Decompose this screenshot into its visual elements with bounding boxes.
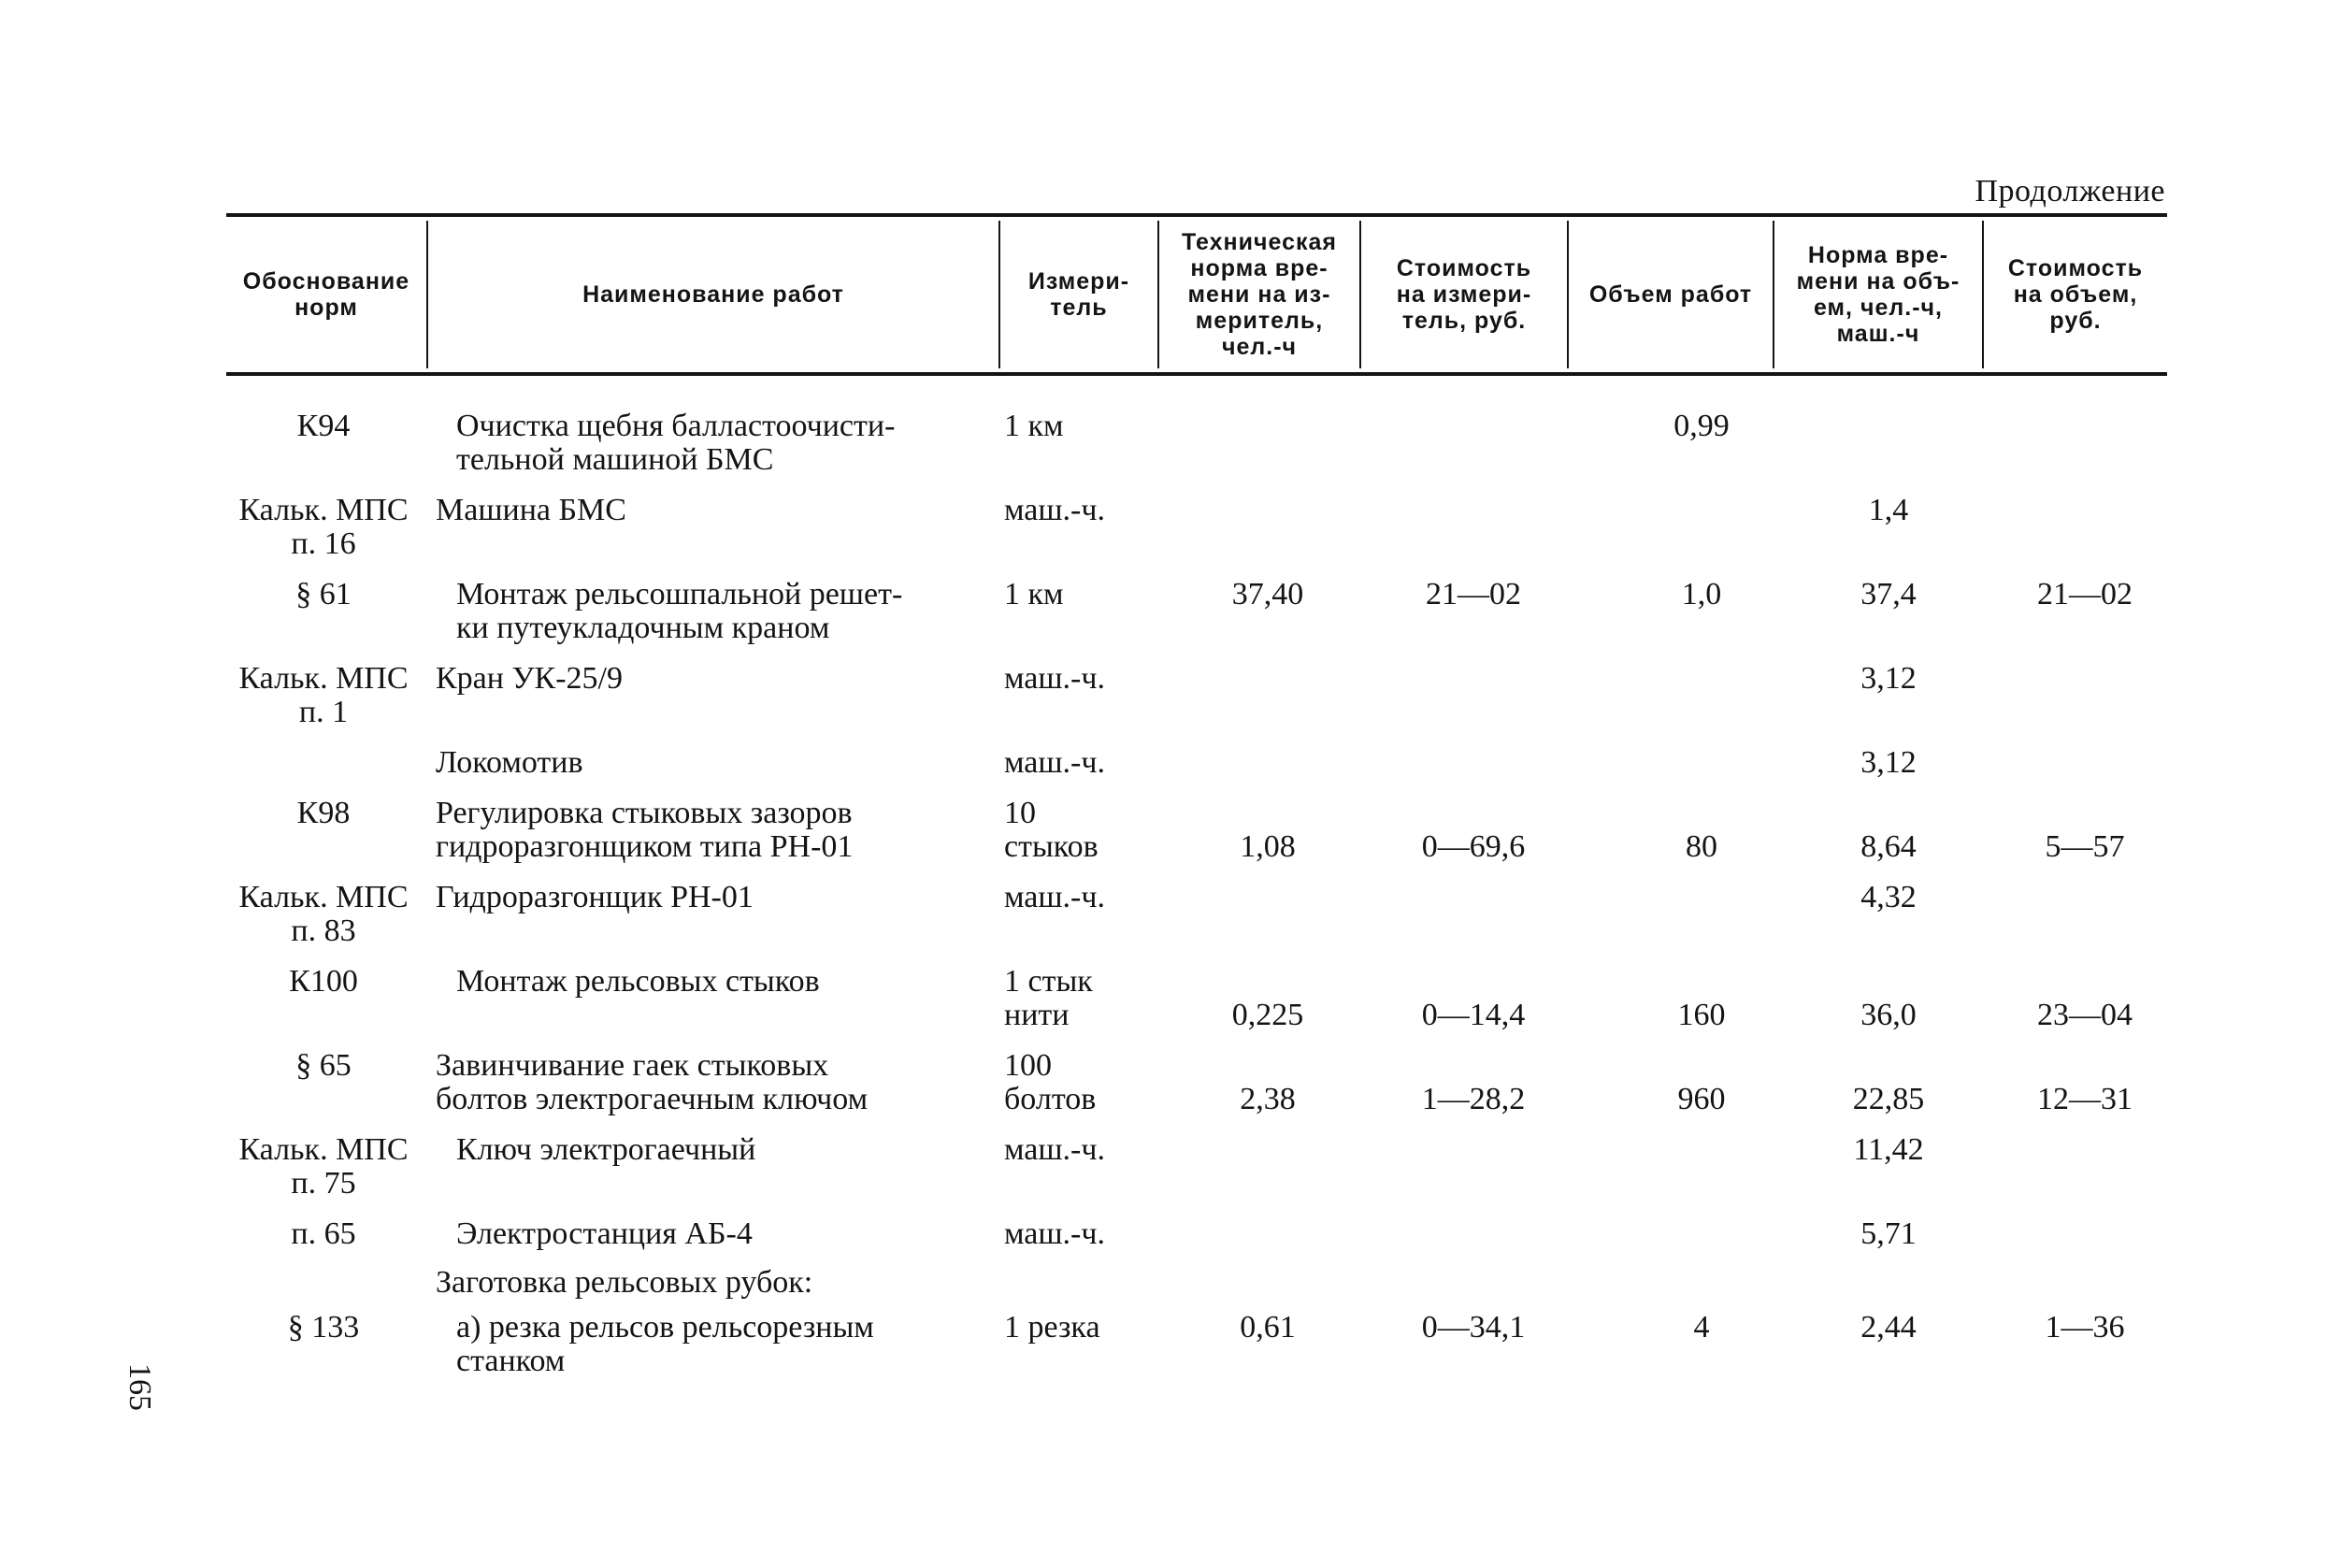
basis-cell: К98 — [296, 796, 351, 830]
cost-per-unit-cell: 1—28,2 — [1421, 1082, 1526, 1116]
norm-volume-cell: 3,12 — [1860, 745, 1917, 780]
work-name-cell: а) резка рельсов рельсорезным станком — [456, 1310, 874, 1378]
work-name-cell: Электростанция АБ-4 — [456, 1216, 753, 1251]
header-meter: Измери- тель — [1027, 268, 1130, 321]
meter-cell: маш.-ч. — [1004, 1132, 1105, 1167]
basis-cell: К94 — [296, 409, 351, 443]
meter-cell: маш.-ч. — [1004, 1216, 1105, 1251]
meter-cell: 1 резка — [1004, 1310, 1100, 1345]
meter-cell: 100 болтов — [1004, 1048, 1097, 1116]
norm-volume-cell: 5,71 — [1860, 1216, 1917, 1251]
work-name-cell: Кран УК-25/9 — [436, 661, 623, 696]
meter-cell: маш.-ч. — [1004, 661, 1105, 696]
work-name-cell: Ключ электрогаечный — [456, 1132, 756, 1167]
norm-volume-cell: 11,42 — [1853, 1132, 1924, 1167]
work-name-cell: Заготовка рельсовых рубок: — [436, 1265, 813, 1300]
header-basis: Обоснование норм — [242, 268, 410, 321]
basis-cell: п. 65 — [291, 1216, 356, 1251]
header-cost-volume: Стоимость на объем, руб. — [2007, 255, 2144, 334]
cost-volume-cell: 21—02 — [2037, 577, 2133, 611]
work-name-cell: Локомотив — [436, 745, 583, 780]
norm-volume-cell: 37,4 — [1860, 577, 1917, 611]
meter-cell: 1 км — [1004, 409, 1064, 443]
header-volume: Объем работ — [1588, 281, 1753, 308]
header-tech-norm: Техническая норма вре- мени на из- меритель, чел.-ч — [1182, 229, 1337, 360]
tech-norm-cell: 1,08 — [1240, 829, 1296, 864]
header-work-name: Наименование работ — [582, 281, 844, 308]
norm-volume-cell: 22,85 — [1852, 1082, 1925, 1116]
meter-cell: маш.-ч. — [1004, 493, 1105, 527]
work-name-cell: Монтаж рельсошпальной решет- ки путеукладочным краном — [456, 577, 903, 645]
volume-cell: 160 — [1677, 998, 1726, 1032]
cost-volume-cell: 12—31 — [2037, 1082, 2133, 1116]
norm-volume-cell: 8,64 — [1860, 829, 1917, 864]
basis-cell: К100 — [289, 964, 358, 999]
volume-cell: 0,99 — [1673, 409, 1730, 443]
tech-norm-cell: 0,61 — [1240, 1310, 1296, 1345]
work-name-cell: Регулировка стыковых зазоров гидроразгонщиком типа РН-01 — [436, 796, 854, 864]
cost-per-unit-cell: 0—69,6 — [1421, 829, 1526, 864]
meter-cell: маш.-ч. — [1004, 745, 1105, 780]
norm-volume-cell: 4,32 — [1860, 880, 1917, 914]
tech-norm-cell: 0,225 — [1231, 998, 1304, 1032]
continuation-label: Продолжение — [1975, 174, 2165, 209]
basis-cell: Кальк. МПС п. 16 — [238, 493, 409, 561]
cost-per-unit-cell: 0—14,4 — [1421, 998, 1526, 1032]
cost-volume-cell: 23—04 — [2037, 998, 2133, 1032]
meter-cell: маш.-ч. — [1004, 880, 1105, 914]
tech-norm-cell: 2,38 — [1240, 1082, 1296, 1116]
meter-cell: 10 стыков — [1004, 796, 1099, 864]
cost-volume-cell: 1—36 — [2045, 1310, 2125, 1345]
basis-cell: § 133 — [287, 1310, 360, 1345]
tech-norm-cell: 37,40 — [1231, 577, 1304, 611]
work-name-cell: Завинчивание гаек стыковых болтов электрогаечным ключом — [436, 1048, 869, 1116]
volume-cell: 80 — [1686, 829, 1717, 864]
cost-volume-cell: 5—57 — [2045, 829, 2125, 864]
basis-cell: Кальк. МПС п. 75 — [238, 1132, 409, 1201]
basis-cell: Кальк. МПС п. 83 — [238, 880, 409, 948]
volume-cell: 960 — [1677, 1082, 1726, 1116]
basis-cell: § 65 — [295, 1048, 352, 1083]
work-name-cell: Очистка щебня балластоочисти- тельной машиной БМС — [456, 409, 896, 477]
page-number: 165 — [122, 1363, 157, 1411]
norm-volume-cell: 3,12 — [1860, 661, 1917, 696]
cost-per-unit-cell: 0—34,1 — [1421, 1310, 1526, 1345]
norm-volume-cell: 1,4 — [1868, 493, 1909, 527]
volume-cell: 1,0 — [1681, 577, 1722, 611]
work-name-cell: Гидроразгонщик РН-01 — [436, 880, 754, 914]
basis-cell: Кальк. МПС п. 1 — [238, 661, 409, 729]
cost-per-unit-cell: 21—02 — [1426, 577, 1521, 611]
header-cost-per-unit: Стоимость на измери- тель, руб. — [1396, 255, 1532, 334]
meter-cell: 1 стык нити — [1004, 964, 1093, 1032]
volume-cell: 4 — [1693, 1310, 1710, 1345]
work-name-cell: Машина БМС — [436, 493, 626, 527]
header-norm-volume: Норма вре- мени на объ- ем, чел.-ч, маш.-ч — [1796, 242, 1960, 347]
norm-volume-cell: 36,0 — [1860, 998, 1917, 1032]
basis-cell: § 61 — [295, 577, 352, 611]
table-top-rule — [226, 213, 2167, 217]
table-header-rule — [226, 372, 2167, 376]
work-name-cell: Монтаж рельсовых стыков — [456, 964, 820, 999]
norm-volume-cell: 2,44 — [1860, 1310, 1917, 1345]
meter-cell: 1 км — [1004, 577, 1064, 611]
